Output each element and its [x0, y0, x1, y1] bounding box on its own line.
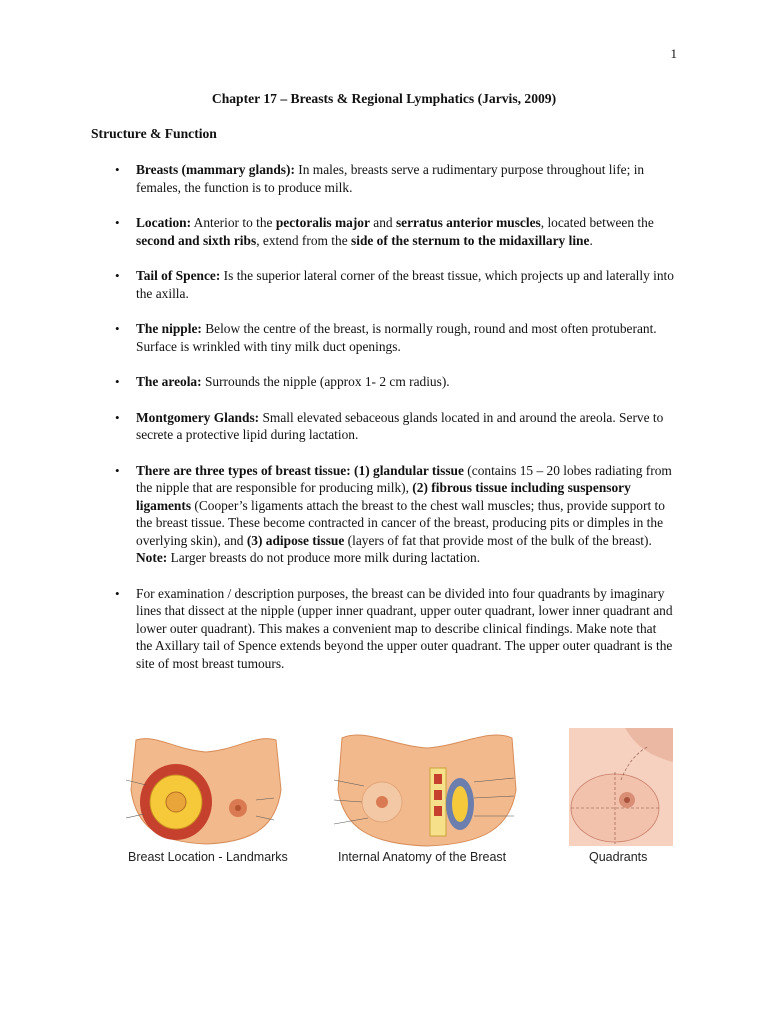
list-item-tail-of-spence: • Tail of Spence: Is the superior lateral corner of the breast tissue, which projects up and laterally into the axilla. [115, 267, 675, 302]
internal-anatomy-illustration [334, 724, 520, 848]
caption-breast-landmarks: Breast Location - Landmarks [128, 850, 288, 864]
list-item-areola: • The areola: Surrounds the nipple (approx 1- 2 cm radius). [115, 373, 675, 391]
list-item-breast-tissue: • There are three types of breast tissue: (1) glandular tissue (contains 15 – 20 lobes radiating from the nipple that are responsible for producing milk), (2) fibrous tissue including suspensory ligaments (Cooper’s ligaments attach the breast to the chest wall muscles; thus, provide support to the breast tissue. These become contracted in cancer of the breast, producing pits or dimples in the overlying skin), and (3) adipose tissue (layers of fat that provide most of the bulk of the breast). Note: Larger breasts do not produce more milk during lactation. [115, 462, 675, 567]
list-item-breasts: • Breasts (mammary glands): In males, breasts serve a rudimentary purpose throughout life; in females, the function is to produce milk. [115, 161, 675, 196]
list-item-montgomery-glands: • Montgomery Glands: Small elevated sebaceous glands located in and around the areola. Serve to secrete a protective lipid during lactation. [115, 409, 675, 444]
page-number: 1 [670, 46, 677, 61]
list-item-quadrants: • For examination / description purposes, the breast can be divided into four quadrants by imaginary lines that dissect at the nipple (upper inner quadrant, upper outer quadrant, lower inner quadrant and lower outer quadrant). This makes a convenient map to describe clinical findings. Make note that the Axillary tail of Spence extends beyond the upper outer quadrant. The upper outer quadrant is the site of most breast tumours. [115, 585, 675, 673]
quadrants-illustration [565, 724, 677, 850]
caption-quadrants: Quadrants [589, 850, 648, 864]
caption-internal-anatomy: Internal Anatomy of the Breast [338, 850, 507, 864]
section-heading: Structure & Function [91, 126, 217, 141]
document-title: Chapter 17 – Breasts & Regional Lymphatics (Jarvis, 2009) [211, 91, 557, 106]
list-item-location: • Location: Anterior to the pectoralis major and serratus anterior muscles, located between the second and sixth ribs, extend from the side of the sternum to the midaxillary line. [115, 214, 675, 249]
breast-landmarks-illustration [126, 730, 286, 848]
bullet-list [115, 161, 675, 690]
list-item-nipple: • The nipple: Below the centre of the breast, is normally rough, round and most often protuberant. Surface is wrinkled with tiny milk duct openings. [115, 320, 675, 355]
